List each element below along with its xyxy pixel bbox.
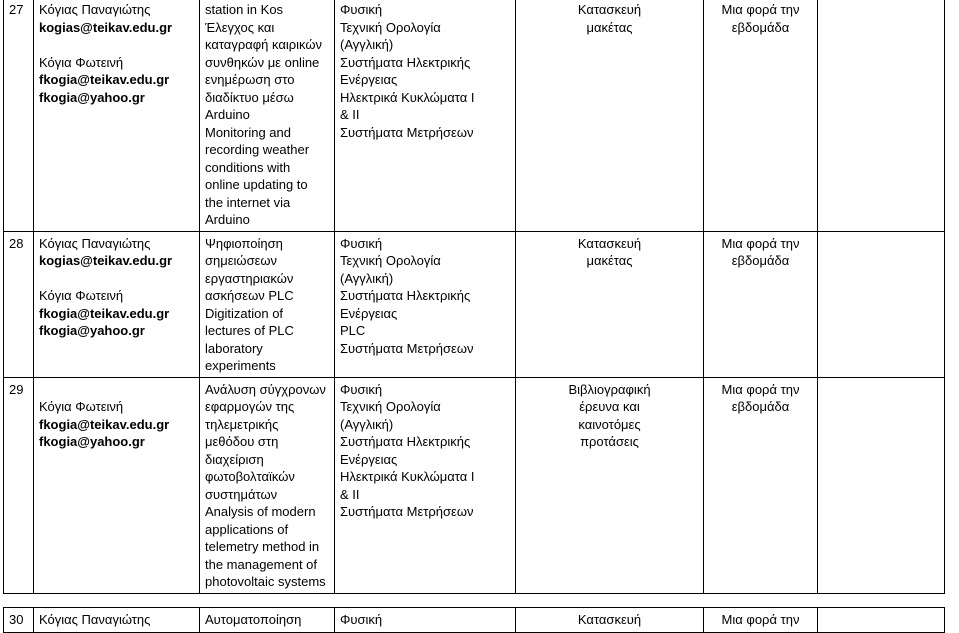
work-type-line: έρευνα και [579,399,640,414]
spacer [39,381,194,399]
course-line: & ΙΙ [340,107,360,122]
topic-title-line: telemetry method in [205,539,320,554]
topic-title-line: εργαστηριακών [205,270,294,286]
supervisor-name: Κόγιας Παναγιώτης [34,607,200,632]
course-line: PLC [340,323,366,338]
course-line: Φυσική [340,381,383,397]
supervisor-email: fkogia@teikav.edu.gr [39,72,170,87]
course-line: Ενέργειας [340,72,398,87]
topic-title-line: the management of [205,556,318,572]
work-type-line: Κατασκευή [577,2,642,17]
frequency-line: Μια φορά την [721,235,800,251]
table-row [4,607,945,632]
topic-title-line: Ψηφιοποίηση [205,235,283,251]
related-courses: Φυσική [335,607,516,632]
course-line: Τεχνική Ορολογία [340,399,441,414]
course-line: & ΙΙ [340,486,360,502]
topic-title-line: Analysis of modern [205,504,316,519]
related-courses [335,0,516,231]
topic-title-line: Arduino [205,107,250,122]
table-row [4,377,945,593]
topic-title-line: conditions with [205,159,291,175]
course-line: Τεχνική Ορολογία [340,253,441,268]
topic-title-line: μεθόδου στη [205,434,279,449]
related-courses [335,377,516,593]
supervisor-name: Κόγια Φωτεινή [39,54,124,70]
topic-title-line: applications of [205,521,289,537]
topic-title-line: φωτοβολταϊκών [205,469,295,484]
row-number: 30 [4,607,34,632]
work-type-line: καινοτόμες [578,416,641,432]
supervisors-cell [34,377,200,593]
work-type [516,0,704,231]
course-line: Συστήματα Μετρήσεων [340,124,474,140]
supervisor-email: fkogia@teikav.edu.gr [39,305,170,321]
frequency-line: εβδομάδα [731,253,790,268]
topic-title-line: ασκήσεων PLC [205,288,294,303]
topic-cell [200,377,335,593]
topic-title-line: Digitization of [205,305,284,321]
spacer [39,270,194,288]
supervisors-cell [34,231,200,377]
work-type-line: μακέτας [586,19,633,35]
row-number: 29 [4,377,34,593]
course-line: Ηλεκτρικά Κυκλώματα Ι [340,469,475,484]
topic-title-line: Έλεγχος και [205,19,275,35]
work-type-line: προτάσεις [580,434,639,449]
topic-title-line: the internet via [205,194,291,210]
topic-title-line: συνθηκών με online [205,54,320,70]
course-line: Συστήματα Ηλεκτρικής [340,434,471,449]
course-line: Ηλεκτρικά Κυκλώματα Ι [340,89,475,105]
empty-cell [818,231,945,377]
course-line: Τεχνική Ορολογία [340,19,441,35]
course-line: Συστήματα Μετρήσεων [340,504,474,519]
topic-title-line: διαδίκτυο μέσω [205,89,294,105]
topic-cell [200,0,335,231]
meeting-frequency [704,377,818,593]
supervisor-email: kogias@teikav.edu.gr [39,253,173,268]
row-number: 27 [4,0,34,231]
topic-title-line: laboratory [205,340,263,356]
topic-rows [4,0,945,632]
supervisor-email: fkogia@teikav.edu.gr [39,416,170,432]
frequency-line: Μια φορά την [721,2,800,17]
course-line: Συστήματα Ηλεκτρικής [340,288,471,303]
meeting-frequency [704,0,818,231]
work-type [516,231,704,377]
topic-title-line: online updating to [205,177,308,192]
supervisor-name: Κόγια Φωτεινή [39,288,124,303]
supervisor-name: Κόγιας Παναγιώτης [39,235,151,251]
supervisor-email: fkogia@yahoo.gr [39,89,145,105]
frequency-line: Μια φορά την [721,381,800,397]
work-type: Κατασκευή [516,607,704,632]
table-row [4,231,945,377]
supervisor-email: fkogia@yahoo.gr [39,434,145,449]
topic-title-line: ενημέρωση στο [205,72,295,87]
topic-title-line: Arduino [205,212,250,227]
meeting-frequency: Μια φορά την [704,607,818,632]
course-line: (Αγγλική) [340,270,394,286]
topic-title-line: experiments [205,358,276,373]
course-line: (Αγγλική) [340,37,394,52]
supervisor-email: kogias@teikav.edu.gr [39,19,173,35]
table-gap [4,593,945,607]
topic-title-line: Ανάλυση σύγχρονων [205,381,326,397]
topic-title-line: Monitoring and [205,124,291,140]
work-type-line: Κατασκευή [577,235,642,251]
work-type-line: μακέτας [586,253,633,268]
supervisor-name: Κόγια Φωτεινή [39,399,124,414]
course-line: Ενέργειας [340,305,398,321]
empty-cell [818,377,945,593]
frequency-line: εβδομάδα [731,399,790,414]
topic-title-line: διαχείριση [205,451,264,467]
table-row [4,0,945,231]
topic-title-line: εφαρμογών της [205,399,295,414]
frequency-line: εβδομάδα [731,19,790,35]
row-number: 28 [4,231,34,377]
supervisor-email: fkogia@yahoo.gr [39,323,145,338]
course-line: Συστήματα Μετρήσεων [340,340,474,356]
topic-title-line: τηλεμετρικής [205,416,279,432]
topic-title-line: lectures of PLC [205,323,294,338]
topic-title-line: σημειώσεων [205,253,278,268]
related-courses [335,231,516,377]
topic-title-line: photovoltaic systems [205,574,326,589]
topic-title-line: recording weather [205,142,310,157]
work-type-line: Βιβλιογραφική [568,381,651,397]
gap-cell [4,593,945,607]
topic-title-line: συστημάτων [205,486,278,502]
empty-cell [818,0,945,231]
course-line: Ενέργειας [340,451,398,467]
topic-title-line: καταγραφή καιρικών [205,37,323,52]
course-line: (Αγγλική) [340,416,394,432]
work-type [516,377,704,593]
course-line: Φυσική [340,235,383,251]
topic-title-line: station in Kos [205,2,284,17]
topic-title: Αυτοματοποίηση [200,607,335,632]
thesis-topics-table [3,0,945,633]
course-line: Φυσική [340,2,383,17]
empty-cell [818,607,945,632]
course-line: Συστήματα Ηλεκτρικής [340,54,471,70]
topic-cell [200,231,335,377]
supervisors-cell [34,0,200,231]
spacer [39,36,194,54]
meeting-frequency [704,231,818,377]
supervisor-name: Κόγιας Παναγιώτης [39,2,151,17]
